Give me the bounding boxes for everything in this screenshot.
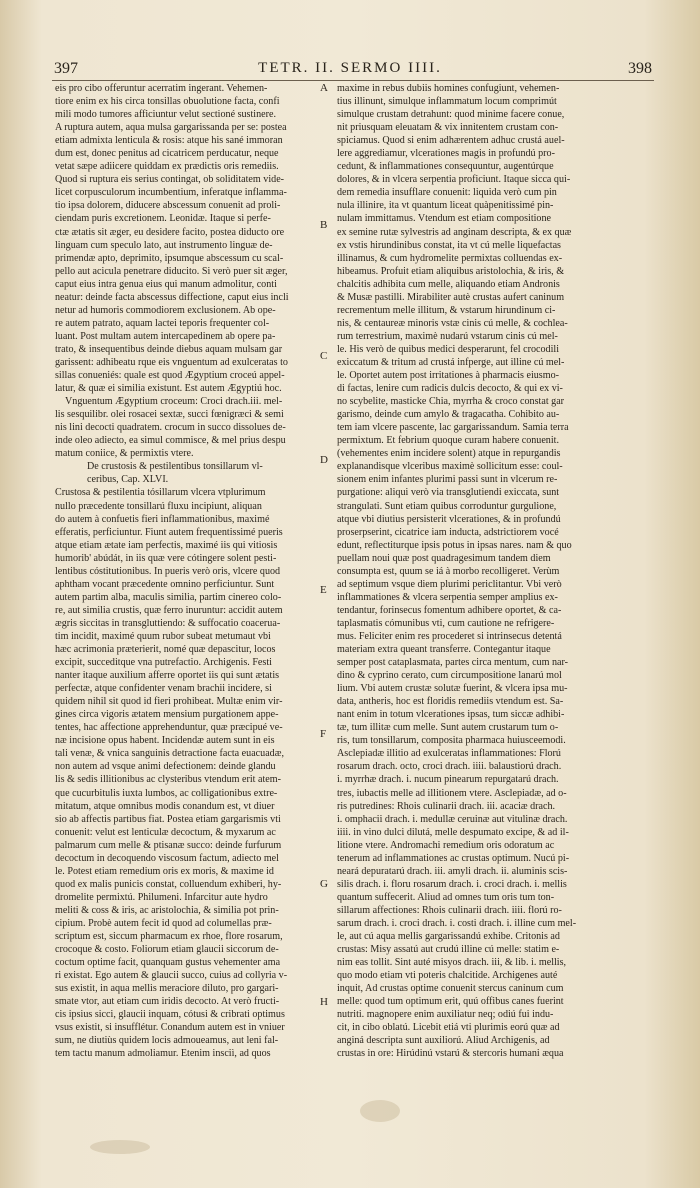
margin-letter: A: [320, 82, 328, 94]
text-line: tim incidit, maximé quum rubor subeat metumaut vbi: [55, 630, 271, 642]
text-line: strangulati. Sunt etiam quibus corroduntur gurgulione,: [337, 500, 557, 512]
text-line: neatur: deinde facta abscessus diffectione, caput eius incli: [55, 291, 289, 303]
text-line: gines circa vigoris ætatem mensium purgationem appe-: [55, 709, 279, 721]
text-line: illinamus, & cum hydromelite permixtas colluendas ex-: [337, 252, 563, 264]
text-line: proserpserint, cicatrice iam inducta, adstrictiorem vocé: [337, 526, 559, 538]
text-line: ex vstis hirundinibus constat, ita vt cú melle liquefactas: [337, 239, 561, 251]
text-line: data, antheris, hoc est floridis remediis vtendum est. Sa-: [337, 696, 564, 708]
text-line: mus. Feliciter enim res procederet si intrinsecus detentá: [337, 630, 562, 642]
text-line: palmarum cum melle & ptisanæ succo: deinde furfurum: [55, 839, 282, 851]
text-line: purgatione: aliqui verò via transglutiendi exiccata, sunt: [337, 487, 560, 499]
text-line: tentes, hac affectione apprehenduntur, quæ præcipué ve-: [55, 722, 283, 734]
text-line: maxime in rebus dubiis homines confugiunt, vehemen-: [337, 83, 560, 94]
text-line: inflammationes & vlcera serpentia semper amplius ex-: [337, 591, 558, 603]
text-line: nulam immittamus. Vtendum est etiam compositione: [337, 213, 551, 225]
text-line: & Musæ pastilli. Mirabiliter autè crustas aufert caninum: [337, 291, 565, 303]
paper-stain: [90, 1140, 150, 1154]
text-line: atque etiam ætate iam perfectis, maximé iis qui vitiosis: [55, 539, 278, 551]
text-line: chalcitis adhibita cum melle, aliquando etiam Andronis: [337, 278, 560, 290]
text-line: pello aut acicula penetrare diducito. Si verò puer sit æger,: [55, 265, 288, 277]
text-line: quidem nihil sit quod id fieri prohibeat. Multæ enim vir-: [55, 696, 283, 708]
left-page-number: 397: [54, 60, 78, 77]
text-line: eis pro cibo offeruntur acerratim ingerant. Vehemen-: [55, 83, 268, 94]
text-line: autem partim alba, maculis similia, partim cinereo colo-: [55, 591, 282, 603]
paper-stain: [360, 1100, 400, 1122]
text-line: dum est, donec penitus ad cicatricem perducatur, neque: [55, 148, 279, 160]
text-line: lis sesquilibr. olei rosacei sextæ, succi fœnigræci & semi: [55, 409, 284, 421]
text-line: nanter itaque auxilium afferre oportet iis qui sunt ætatis: [55, 670, 280, 682]
text-line: meliti & coss & iris, ac aristolochia, & similia pot prin-: [55, 904, 279, 916]
text-line: sarum drach. i. croci drach. i. costi drach. i. illine cum mel-: [337, 918, 577, 929]
text-line: cit, in cibo oblatú. Licebit etiá vti plurimis eorú quæ ad: [337, 1022, 560, 1034]
text-line: non autem ad vsque animi defectionem: deinde glandu: [55, 761, 276, 773]
running-header: [40, 60, 660, 82]
text-line: ceribus, Cap. XLVI.: [87, 474, 169, 486]
text-line: litione vtere. Andromachi remedium oris odoratum ac: [337, 839, 555, 851]
text-line: do autem à confuetis fieri inflammationibus, maximé: [55, 513, 270, 525]
text-line: taplasmatis cómunibus vti, cum cautione ne refrigere-: [337, 617, 555, 629]
text-line: nutriti. magnopere enim auxiliatur neq; odiú fui indu-: [337, 1009, 554, 1021]
text-line: re autem patrato, aquam lactei teporis frequenter col-: [55, 317, 270, 329]
text-line: tem iam vlcere pascente, lac gargarissandum. Samia terra: [337, 422, 569, 434]
text-line: quo modo etiam vti poteris chalcitide. Archigenes auté: [337, 970, 558, 982]
text-line: materiam extra queant transferre. Contegantur itaque: [337, 644, 551, 656]
text-line: crustas: Misy assatú aut crudú illine cú melle: statim e-: [337, 944, 560, 956]
text-line: dromelite permixtú. Philumeni. Infarcitur aute hydro: [55, 891, 268, 903]
margin-letter: E: [320, 584, 327, 597]
text-line: lere aggrediamur, vlcerationes magis in profundú pro-: [337, 148, 555, 160]
text-line: dino & cyprino cerato, cum circumpositione lanarú mol: [337, 670, 562, 682]
text-line: edunt, reflectiturque ipsis potus in ipsas nares. nam & quo: [337, 539, 572, 551]
left-text-column: [55, 82, 317, 1061]
text-line: puellam noui quæ post quadragesimum tandem diem: [337, 552, 551, 564]
margin-letter: B: [320, 219, 328, 232]
text-line: sum, ne diutiùs quidem locis admoueamus, aut leni fal-: [55, 1035, 279, 1047]
text-line: iiii. in vino dulci dilutá, melle despumato excipe, & ad il-: [337, 826, 569, 838]
text-line: De crustosis & pestilentibus tonsillarum vl-: [87, 461, 263, 473]
text-line: caput eius intra genua eius qui manum admolitur, conti: [55, 278, 277, 290]
text-line: A ruptura autem, aqua mulsa gargarissanda per se: postea: [55, 122, 287, 134]
text-line: exiccatum & tritum ad crustá infperge, aut illine cú mel-: [337, 356, 565, 368]
text-line: cis ipsius sicci, glaucii inquam, cótusi & cribrati optimus: [55, 1009, 285, 1021]
text-line: tiore enim ex his circa tonsillas obuolutione facta, confi: [55, 96, 280, 108]
text-line: scriptum est, siccum pharmacum ex rhoe, flore rosarum,: [55, 931, 283, 943]
text-line: efferatis, perficiuntur. Fiunt autem frequentissimé pueris: [55, 526, 283, 538]
margin-letter: G: [320, 878, 328, 891]
text-line: vsus existit, si insufflétur. Conandum autem est in vniuer: [55, 1022, 285, 1034]
text-line: ægris siccitas in transgluttiendo: & suffocatio coacerua-: [55, 617, 281, 629]
text-line: conuenit: velut est lenticulæ decoctum, & myxarum ac: [55, 826, 276, 838]
text-line: i. myrrhæ drach. i. nucum pinearum repurgatarú drach.: [337, 774, 559, 786]
text-line: rosarum drach. octo, croci drach. iiii. balaustiorú drach.: [337, 761, 562, 773]
text-line: anginá descripta sunt auxiliorú. Aliud Archigenis, ad: [337, 1035, 550, 1047]
text-line: quod ex malis punicis constat, colluendum exhiberi, hy-: [55, 878, 282, 890]
text-line: ctæ ætatis sit æger, eu desidere facito, postea diducto ore: [55, 226, 285, 238]
text-line: næ incisione opus habent. Incidendæ autem sunt in eis: [55, 735, 275, 747]
text-line: melle: quod tum optimum erit, quú offibus canes fuerint: [337, 996, 564, 1008]
text-line: ex semine rutæ sylvestris ad anginam descripta, & ex quæ: [337, 226, 572, 238]
text-line: tius illinunt, simulque inflammatum locum comprimút: [337, 96, 557, 108]
text-line: Asclepiadæ illitio ad exulceratas inflammationes: Florú: [337, 748, 561, 760]
text-line: sio ab affectis partibus fiat. Postea etiam gargarismis vti: [55, 813, 281, 825]
text-line: Vnguentum Ægyptium croceum: Croci drach.iii. mel-: [65, 396, 283, 408]
text-line: le. His verò de quibus medici desperarunt, fel crocodili: [337, 343, 559, 355]
text-line: mili modo tumores afficiuntur velut sectioné sustinere.: [55, 109, 276, 121]
text-line: sus existit, in aqua mellis meraciore diluto, pro gargari-: [55, 983, 279, 995]
text-line: dem remedia insufflare conuenit: liquida verò cum pin: [337, 187, 557, 199]
text-line: licet corpusculorum incumbentium, inferatque inflamma-: [55, 187, 287, 199]
text-line: nis, & centaureæ minoris vstæ cinis cú melle, & cochlea-: [337, 317, 568, 329]
text-line: nim eas tollit. Sint auté misyos drach. iii, & lib. i. mellis,: [337, 957, 567, 969]
text-line: etiam admixta lenticula & rosis: atque his sané immoran: [55, 135, 283, 147]
text-line: semper post cataplasmata, partes circa mentum, cum nar-: [337, 657, 569, 669]
text-line: le, aut cú aqua mellis gargarissandú exhibe. Critonis ad: [337, 931, 560, 943]
text-line: spiciamus. Quod si enim adhærentem adhuc crustá auel-: [337, 135, 565, 147]
text-line: simulque crustam detrahunt: quod minime facere conue,: [337, 109, 565, 121]
text-line: dolores, & in vlcera serpentia proficiunt. Itaque sicca qui-: [337, 174, 571, 186]
text-line: Crustosa & pestilentia tósillarum vlcera vtplurimum: [55, 487, 266, 499]
text-line: consumpta est, quum se iá à morbo recolligeret. Verùm: [337, 565, 560, 577]
text-line: hæc acrimonia præterierit, nomé quæ depascitur, locos: [55, 644, 276, 656]
text-line: no scybelite, masticke Chia, myrrha & croco constat gar: [337, 396, 565, 408]
text-line: ciendam puris excretionem. Leonidæ. Itaque si perfe-: [55, 213, 271, 225]
text-line: que cucurbitulis iuxta lumbos, ac colligationibus extre-: [55, 787, 278, 799]
text-line: tio ipsa dolorem, diducere abscessum conuenit ad proli-: [55, 200, 281, 212]
running-title: TETR. II. SERMO IIII.: [258, 60, 442, 76]
text-line: perfectæ, atque confidenter venam brachii incidere, si: [55, 683, 272, 695]
text-line: tenerum ad inflammationes ac crustas optimum. Nucú pi-: [337, 852, 570, 864]
text-line: quantum suffecerit. Aliud ad omnes tum oris tum ton-: [337, 891, 555, 903]
text-line: re, aut similia crustis, quæ ferro inuruntur: accidit autem: [55, 604, 283, 616]
text-line: nis lini decocti quadratem. crocum in succo dissolues de-: [55, 422, 286, 434]
text-line: smate vtor, aut etiam cum iridis decocto. At verò fructi-: [55, 996, 280, 1008]
text-line: aphtham vocant præcedente omnino perficiuntur. Sunt: [55, 578, 275, 590]
text-line: netur ad humoris commodiorem exclusionem. Ab ope-: [55, 304, 276, 316]
header-rule: [52, 80, 654, 81]
text-line: atque vbi diutius persisterit vlcerationes, & in profundú: [337, 513, 561, 525]
text-line: lium. Vbi autem crustæ solutæ fuerint, & vlcera ipsa mu-: [337, 683, 568, 695]
text-line: ri existat. Ego autem & glaucii succo, cuius ad collyria v-: [55, 970, 288, 982]
text-line: trato, & insequentibus deinde diebus aquam mulsam gar: [55, 343, 283, 355]
text-line: excipit, succeditque vna putrefactio. Archigenis. Festi: [55, 657, 272, 669]
text-line: luant. Post multam autem intercapedinem ab opere pa-: [55, 330, 276, 342]
text-line: sillarum affectiones: Rhois culinarii drach. iiii. florú ro-: [337, 904, 562, 916]
text-line: cedunt, & inflammationes consequuntur, augentúrque: [337, 161, 554, 173]
text-line: garismo, deinde cum amylo & tragacatha. Cohibito au-: [337, 409, 560, 421]
text-line: inquit, Ad crustas optime conuenit stercus caninum cum: [337, 983, 564, 995]
text-line: tendantur, forinsecus fomentum adhibere oportet, & ca-: [337, 604, 562, 616]
text-line: matum coniice, & permixtis vtere.: [55, 448, 194, 460]
text-line: primendæ apto, deprimito, ipsumque abscessum cu scal-: [55, 252, 284, 264]
text-line: nit priusquam eleuatam & vix innitentem crustam con-: [337, 122, 559, 134]
text-line: rum terrestrium, maximè nudarú vstarum cinis cú mel-: [337, 330, 558, 342]
text-line: neará depuratarú drach. iii. amyli drach. ii. aluminis scis-: [337, 865, 568, 877]
text-line: (vehementes enim incidere solent) atque in repurgandis: [337, 448, 561, 460]
text-line: recrementum melle illitum, & vstarum hirundinum ci-: [337, 304, 556, 316]
text-line: ad septimum vsque diem plurimi periclitantur. Vbi verò: [337, 578, 562, 590]
text-line: hibeamus. Profuit etiam aliquibus aristolochia, & iris, &: [337, 265, 565, 277]
text-line: tali venæ, & vnica sanguinis detractione facta euacuadæ,: [55, 748, 284, 760]
margin-letter: H: [320, 995, 328, 1008]
text-line: le. Oportet autem post irritationes à pharmacis eiusmo-: [337, 370, 559, 382]
text-line: linguam cum speculo lato, aut instrumento linguæ de-: [55, 239, 273, 251]
text-line: cipium. Probè autem fecit id quod ad columellas præ-: [55, 918, 272, 929]
text-line: sillas conueniés: quale est quod Ægyptium croceú appel-: [55, 370, 285, 382]
text-line: sionem enim infantes plurimi passi sunt in vlcerum re-: [337, 474, 558, 486]
text-line: tem tactu manum admoliamur. Etenim insciì, ad quos: [55, 1048, 271, 1060]
text-line: explanandisque vlceribus maximè sollicitum esse: coul-: [337, 461, 563, 473]
text-line: Quod si ruptura eis serius contingat, ob soliditatem vide-: [55, 174, 285, 186]
text-line: ris, tum tonsillarum, composita pharmaca huiusceemodi.: [337, 735, 566, 747]
text-line: di factas, lenire cum radicis dulcis decocto, & qui ex vi-: [337, 383, 563, 395]
text-line: tres, iubactis melle ad illitionem vtere. Asclepiadæ, ad o-: [337, 787, 567, 799]
text-line: inde oleo adiecto, ea simul commisce, & mel prius despu: [55, 435, 286, 447]
text-line: latur, & quæ ei similia existunt. Est autem Ægyptiú hoc.: [55, 383, 282, 395]
text-line: humorib' abúdát, in iis quæ vere cótingere solent pesti-: [55, 552, 277, 564]
text-line: coctum optime facit, quanquam gustus vehementer ama: [55, 957, 281, 969]
text-line: vetat sæpe adiicere quiddam ex prædictis oris remediis.: [55, 161, 279, 173]
right-text-column: [337, 82, 607, 1061]
text-line: decoctum in decoquendo viscosum factum, adiecto mel: [55, 852, 279, 864]
margin-letter: D: [320, 453, 328, 466]
text-line: nula illinire, ita vt quantum liceat quàpenitissimé pin-: [337, 200, 554, 212]
text-line: i. omphacii drach. i. medullæ ceruinæ aut vitulinæ drach.: [337, 813, 568, 825]
text-line: lis & sedis illitionibus ac clysteribus vtendum erit atem-: [55, 774, 281, 786]
text-line: mitatum, atque omnibus modis conandum est, vt diuer: [55, 800, 275, 812]
text-line: ris putredines: Rhois culinarii drach. iii. acaciæ drach.: [337, 800, 556, 812]
text-line: crocoque & costo. Foliorum etiam glaucii siccorum de-: [55, 944, 279, 956]
text-line: le. Potest etiam remedium oris ex moris, & maxime id: [55, 865, 274, 877]
text-line: permixtum. Et febrium quoque curam habere conuenit.: [337, 435, 559, 447]
text-line: garissent: adhibeatu rque eis vnguentum ad exulceratas to: [55, 356, 288, 368]
text-line: nant enim in totum vlcerationes ipsas, tum siccæ adhibi-: [337, 709, 565, 721]
text-line: tæ, tum illitæ cum melle. Sunt autem crustarum tum o-: [337, 722, 559, 734]
text-line: lentibus cóstitutionibus. In pueris verò oris, vlcere quod: [55, 565, 281, 577]
margin-letter: C: [320, 349, 328, 362]
margin-letter: F: [320, 727, 327, 740]
right-page-number: 398: [628, 60, 652, 77]
text-line: silis drach. i. floru rosarum drach. i. croci drach. i. mellis: [337, 878, 567, 890]
text-line: crustas in ore: Hirúdinú vstarú & stercoris humani æqua: [337, 1048, 564, 1060]
text-line: nullo præcedente tonsillarú fluxu incipiunt, aliquan: [55, 500, 262, 512]
